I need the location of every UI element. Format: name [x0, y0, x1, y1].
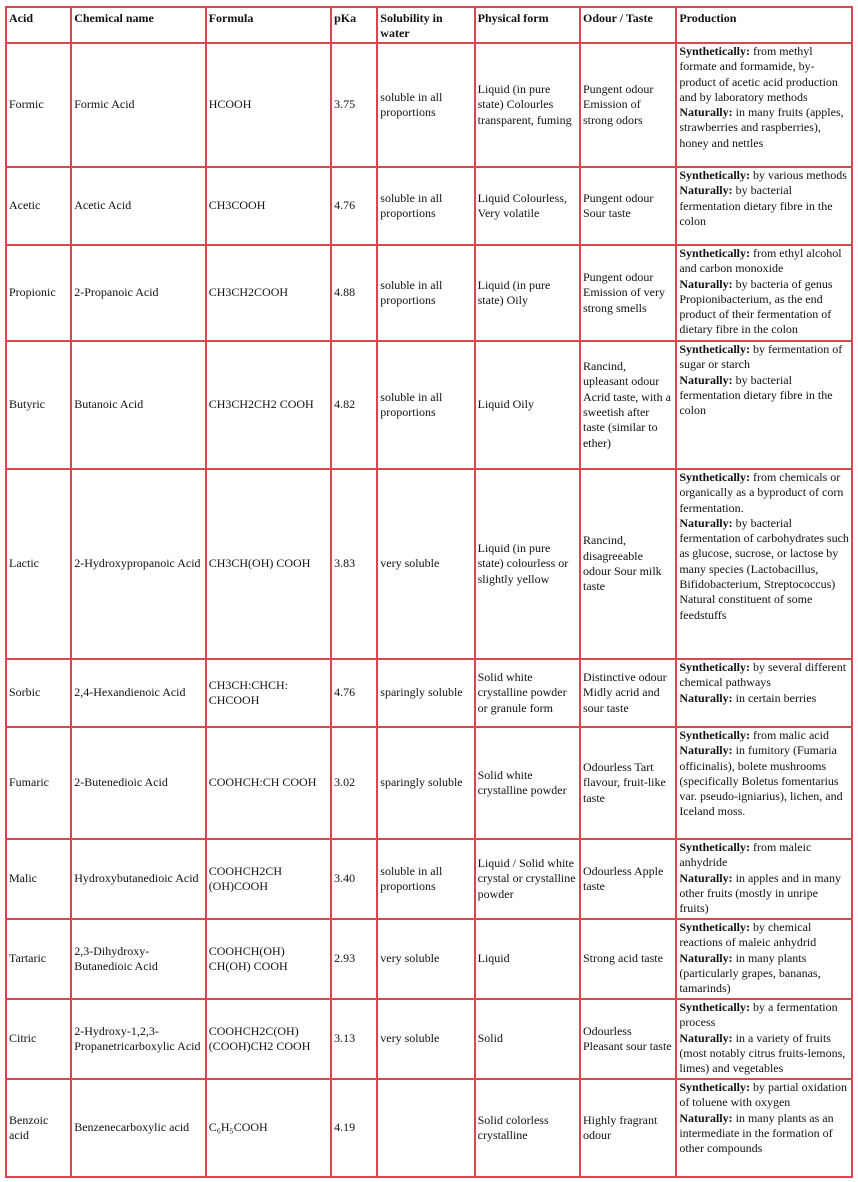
formula-cell: COOHCH:CH COOH — [206, 727, 331, 839]
physical-form-cell: Solid colorless crystalline — [475, 1079, 580, 1177]
synthetic-label: Synthetically: — [679, 728, 750, 742]
pka-cell: 4.82 — [331, 341, 377, 469]
odour-taste-cell: Distinctive odour Midly acrid and sour taste — [580, 659, 676, 727]
synthetic-text: by partial oxidation of toluene with oxygen — [679, 1080, 847, 1110]
synthetic-label: Synthetically: — [679, 840, 750, 854]
header-cell: Solubility in water — [377, 7, 474, 43]
formula-cell: CH3CH(OH) COOH — [206, 469, 331, 659]
natural-label: Naturally: — [679, 276, 733, 291]
production-cell — [676, 659, 852, 727]
odour-taste-cell: Odourless Pleasant sour taste — [580, 999, 676, 1079]
formula-cell: C₆H₅COOH — [206, 1079, 331, 1177]
natural-production — [679, 277, 849, 338]
odour-taste-cell: Highly fragrant odour — [580, 1079, 676, 1177]
production-cell — [676, 469, 852, 659]
production-cell — [676, 1079, 852, 1177]
natural-production — [679, 373, 849, 419]
natural-text: by bacterial fermentation dietary fibre in the colon — [679, 372, 833, 418]
physical-form-cell: Liquid / Solid white crystal or crystalline powder — [475, 839, 580, 919]
natural-label: Naturally: — [679, 950, 733, 965]
chemical-name-cell: 2,4-Hexandienoic Acid — [71, 659, 205, 727]
table-row — [6, 1079, 852, 1177]
natural-label: Naturally: — [679, 372, 733, 387]
acid-cell: Tartaric — [6, 919, 71, 999]
pka-cell: 4.76 — [331, 167, 377, 245]
acid-cell: Butyric — [6, 341, 71, 469]
natural-production — [679, 1111, 849, 1157]
natural-production — [679, 516, 849, 623]
header-cell: Physical form — [475, 7, 580, 43]
chemical-name-cell: Hydroxybutanedioic Acid — [71, 839, 205, 919]
physical-form-cell: Liquid Oily — [475, 341, 580, 469]
solubility-cell — [377, 1079, 474, 1177]
synthetic-label: Synthetically: — [679, 1000, 750, 1014]
physical-form-cell: Liquid (in pure state) Colourles transparent, fuming — [475, 43, 580, 167]
synthetic-text: from ethyl alcohol and carbon monoxide — [679, 246, 842, 276]
natural-production — [679, 183, 849, 229]
physical-form-cell: Liquid (in pure state) colourless or slightly yellow — [475, 469, 580, 659]
synthetic-label: Synthetically: — [679, 342, 750, 356]
natural-text: in many fruits (apples, strawberries and raspberries), honey and nettles — [679, 105, 844, 150]
production-cell — [676, 919, 852, 999]
synthetic-text: from maleic anhydride — [679, 840, 812, 870]
natural-production — [679, 105, 849, 151]
synthetic-text: from methyl formate and formamide, by-product of acetic acid production and by laboratory methods — [679, 44, 838, 104]
chemical-name-cell: Formic Acid — [71, 43, 205, 167]
synthetic-production — [679, 840, 849, 871]
synthetic-text: by several different chemical pathways — [679, 660, 847, 690]
synthetic-text: by a fermentation process — [679, 1000, 838, 1030]
odour-taste-cell: Pungent odour Emission of very strong smells — [580, 245, 676, 341]
acid-cell: Acetic — [6, 167, 71, 245]
production-cell — [676, 839, 852, 919]
header-cell: pKa — [331, 7, 377, 43]
natural-production — [679, 691, 849, 706]
chemical-name-cell: Benzenecarboxylic acid — [71, 1079, 205, 1177]
natural-label: Naturally: — [679, 743, 733, 758]
synthetic-production — [679, 1080, 849, 1111]
chemical-name-cell: 2-Propanoic Acid — [71, 245, 205, 341]
solubility-cell: sparingly soluble — [377, 727, 474, 839]
natural-text: in apples and in many other fruits (mostly in unripe fruits) — [679, 870, 841, 916]
solubility-cell: very soluble — [377, 469, 474, 659]
table-row — [6, 839, 852, 919]
natural-label: Naturally: — [679, 1110, 733, 1125]
synthetic-production — [679, 44, 849, 105]
pka-cell: 2.93 — [331, 919, 377, 999]
table-row — [6, 245, 852, 341]
table-row — [6, 727, 852, 839]
solubility-cell: soluble in all proportions — [377, 245, 474, 341]
formula-cell: CH3CH2COOH — [206, 245, 331, 341]
solubility-cell: very soluble — [377, 919, 474, 999]
natural-text: in a variety of fruits (most notably citrus fruits-lemons, limes) and vegetables — [679, 1030, 846, 1076]
synthetic-label: Synthetically: — [679, 920, 750, 934]
acid-cell: Lactic — [6, 469, 71, 659]
synthetic-text: from chemicals or organically as a byproduct of corn fermentation. — [679, 470, 844, 515]
synthetic-label: Synthetically: — [679, 660, 750, 674]
physical-form-cell: Solid white crystalline powder or granule form — [475, 659, 580, 727]
odour-taste-cell: Strong acid taste — [580, 919, 676, 999]
formula-cell: COOHCH2CH (OH)COOH — [206, 839, 331, 919]
natural-production — [679, 951, 849, 997]
natural-text: in certain berries — [735, 690, 817, 705]
synthetic-label: Synthetically: — [679, 1080, 750, 1094]
natural-label: Naturally: — [679, 870, 733, 885]
acid-cell: Citric — [6, 999, 71, 1079]
header-cell: Odour / Taste — [580, 7, 676, 43]
synthetic-production — [679, 342, 849, 373]
physical-form-cell: Solid — [475, 999, 580, 1079]
physical-form-cell: Liquid Colourless, Very volatile — [475, 167, 580, 245]
odour-taste-cell: Odourless Apple taste — [580, 839, 676, 919]
solubility-cell: soluble in all proportions — [377, 341, 474, 469]
synthetic-text: by fermentation of sugar or starch — [679, 342, 843, 372]
chemical-name-cell: 2,3-Dihydroxy-Butanedioic Acid — [71, 919, 205, 999]
synthetic-text: from malic acid — [752, 728, 829, 742]
odour-taste-cell: Rancind, upleasant odour Acrid taste, with a sweetish after taste (similar to ether) — [580, 341, 676, 469]
solubility-cell: soluble in all proportions — [377, 43, 474, 167]
synthetic-label: Synthetically: — [679, 470, 750, 484]
formula-cell: CH3COOH — [206, 167, 331, 245]
natural-text: by bacteria of genus Propionibacterium, as the end product of their fermentation of dietary fibre in the colon — [679, 276, 833, 337]
synthetic-label: Synthetically: — [679, 168, 750, 182]
header-cell: Formula — [206, 7, 331, 43]
header-row — [6, 7, 852, 43]
organic-acids-table — [5, 6, 853, 1178]
acid-cell: Benzoic acid — [6, 1079, 71, 1177]
production-cell — [676, 999, 852, 1079]
synthetic-text: by chemical reactions of maleic anhydrid — [679, 920, 817, 950]
natural-text: by bacterial fermentation of carbohydrates such as glucose, sucrose, or lactose by many species (Lactobacillus, Bifidobacterium, Streptococcus) Natural constituent of some feedstuffs — [679, 515, 849, 622]
chemical-name-cell: 2-Hydroxypropanoic Acid — [71, 469, 205, 659]
table-row — [6, 659, 852, 727]
formula-cell: CH3CH2CH2 COOH — [206, 341, 331, 469]
natural-text: in many plants as an intermediate in the formation of other compounds — [679, 1110, 834, 1156]
odour-taste-cell: Odourless Tart flavour, fruit-like taste — [580, 727, 676, 839]
formula-cell: COOHCH2C(OH) (COOH)CH2 COOH — [206, 999, 331, 1079]
acid-cell: Fumaric — [6, 727, 71, 839]
pka-cell: 3.13 — [331, 999, 377, 1079]
pka-cell: 4.88 — [331, 245, 377, 341]
synthetic-production — [679, 728, 849, 743]
chemical-name-cell: Butanoic Acid — [71, 341, 205, 469]
natural-label: Naturally: — [679, 183, 733, 198]
pka-cell: 3.02 — [331, 727, 377, 839]
table-row — [6, 167, 852, 245]
natural-production — [679, 871, 849, 917]
table-row — [6, 469, 852, 659]
synthetic-text: by various methods — [752, 168, 847, 182]
synthetic-production — [679, 168, 849, 183]
odour-taste-cell: Pungent odour Sour taste — [580, 167, 676, 245]
acid-cell: Malic — [6, 839, 71, 919]
header-cell: Production — [676, 7, 852, 43]
pka-cell: 3.40 — [331, 839, 377, 919]
synthetic-production — [679, 1000, 849, 1031]
synthetic-label: Synthetically: — [679, 246, 750, 260]
natural-label: Naturally: — [679, 105, 733, 120]
physical-form-cell: Solid white crystalline powder — [475, 727, 580, 839]
header-cell: Acid — [6, 7, 71, 43]
solubility-cell: soluble in all proportions — [377, 839, 474, 919]
production-cell — [676, 43, 852, 167]
natural-text: by bacterial fermentation dietary fibre in the colon — [679, 183, 833, 228]
natural-label: Naturally: — [679, 515, 733, 530]
natural-text: in many plants (particularly grapes, bananas, tamarinds) — [679, 950, 821, 996]
synthetic-production — [679, 660, 849, 691]
header-cell: Chemical name — [71, 7, 205, 43]
odour-taste-cell: Pungent odour Emission of strong odors — [580, 43, 676, 167]
synthetic-production — [679, 246, 849, 277]
table-row — [6, 341, 852, 469]
natural-production — [679, 743, 849, 819]
natural-production — [679, 1031, 849, 1077]
pka-cell: 4.76 — [331, 659, 377, 727]
synthetic-label: Synthetically: — [679, 44, 750, 58]
table-row — [6, 999, 852, 1079]
table-row — [6, 43, 852, 167]
formula-cell: COOHCH(OH) CH(OH) COOH — [206, 919, 331, 999]
solubility-cell: very soluble — [377, 999, 474, 1079]
solubility-cell: soluble in all proportions — [377, 167, 474, 245]
physical-form-cell: Liquid (in pure state) Oily — [475, 245, 580, 341]
production-cell — [676, 727, 852, 839]
production-cell — [676, 341, 852, 469]
pka-cell: 3.83 — [331, 469, 377, 659]
physical-form-cell: Liquid — [475, 919, 580, 999]
acid-cell: Formic — [6, 43, 71, 167]
table-row — [6, 919, 852, 999]
chemical-name-cell: Acetic Acid — [71, 167, 205, 245]
acid-cell: Propionic — [6, 245, 71, 341]
formula-cell: CH3CH:CHCH: CHCOOH — [206, 659, 331, 727]
solubility-cell: sparingly soluble — [377, 659, 474, 727]
chemical-name-cell: 2-Butenedioic Acid — [71, 727, 205, 839]
odour-taste-cell: Rancind, disagreeable odour Sour milk taste — [580, 469, 676, 659]
synthetic-production — [679, 470, 849, 516]
formula-cell: HCOOH — [206, 43, 331, 167]
chemical-name-cell: 2-Hydroxy-1,2,3-Propanetricarboxylic Acid — [71, 999, 205, 1079]
production-cell — [676, 245, 852, 341]
natural-label: Naturally: — [679, 1030, 733, 1045]
pka-cell: 3.75 — [331, 43, 377, 167]
production-cell — [676, 167, 852, 245]
natural-label: Naturally: — [679, 690, 733, 705]
table-body — [6, 43, 852, 1177]
pka-cell: 4.19 — [331, 1079, 377, 1177]
synthetic-production — [679, 920, 849, 951]
natural-text: in fumitory (Fumaria officinalis), bolete mushrooms (specifically Boletus fomentarius var. pseudo-igniarius), lichen, and Iceland moss. — [679, 743, 843, 819]
acid-cell: Sorbic — [6, 659, 71, 727]
